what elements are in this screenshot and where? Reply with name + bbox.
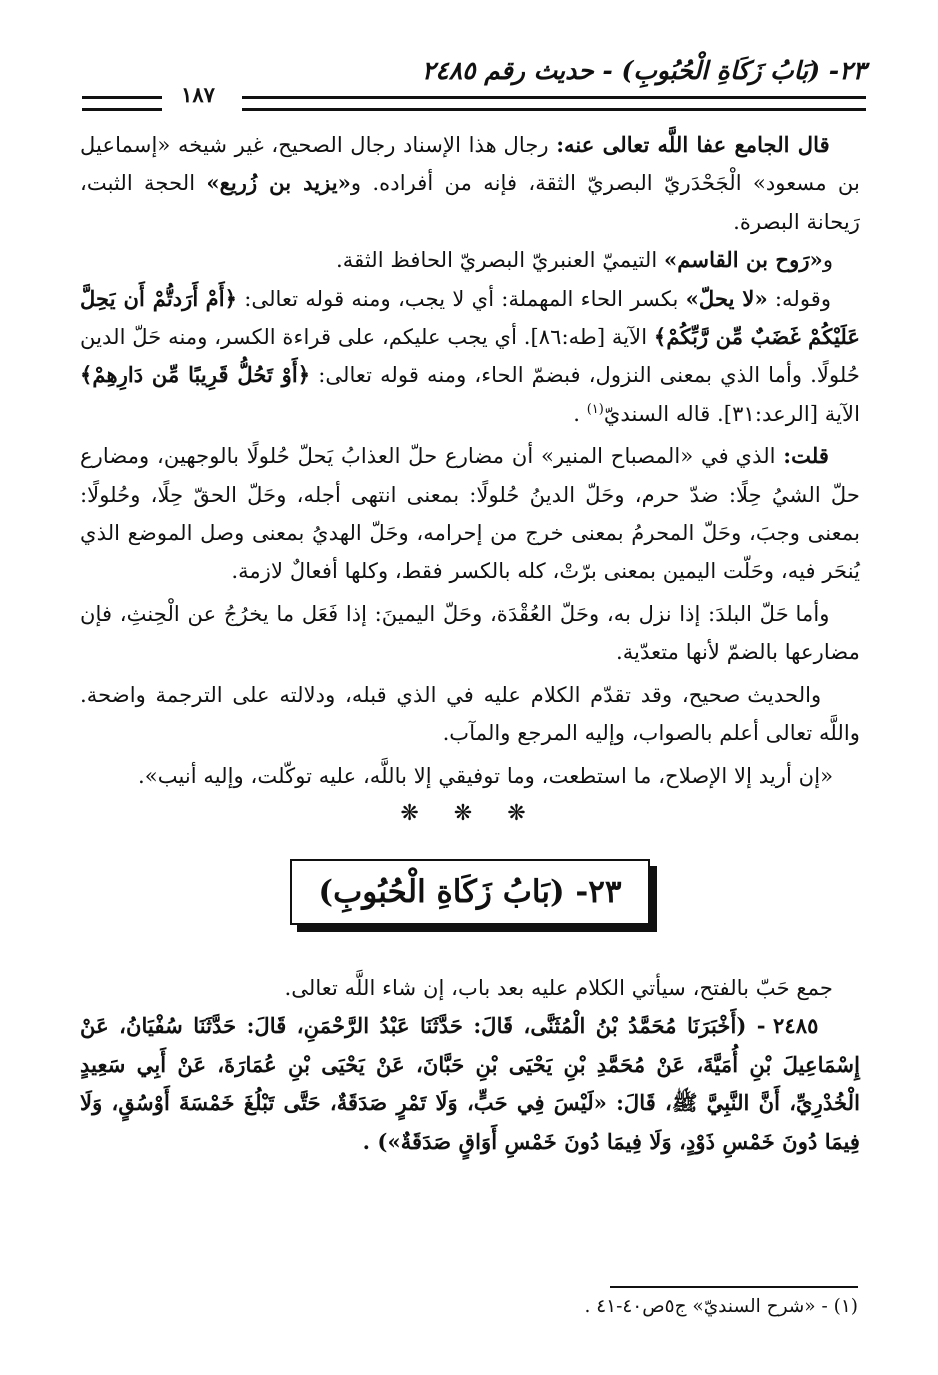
chapter-note-text: جمع حَبّ بالفتح، سيأتي الكلام عليه بعد باب، إن شاء اللَّه تعالى. bbox=[284, 974, 834, 1000]
footnote-rule bbox=[610, 1286, 858, 1288]
running-header bbox=[82, 56, 866, 108]
commentary-paragraph-6 bbox=[80, 676, 860, 753]
p7-text: «إن أريد إلا الإصلاح، ما استطعت، وما توفيقي إلا باللَّه، عليه توكّلت، وإليه أنيب». bbox=[138, 762, 834, 788]
running-header-title: ٢٣- (بَابُ زَكَاةِ الْحُبُوبِ) - حديث رقم ٢٤٨٥ bbox=[421, 56, 866, 85]
footnote: (١) - «شرح السنديّ» ج٥ص٤٠-٤١ . bbox=[584, 1296, 858, 1317]
p3-quoted-term: «لا يحلّ» bbox=[685, 285, 768, 311]
chapter-heading-box: ٢٣- (بَابُ زَكَاةِ الْحُبُوبِ) bbox=[290, 859, 650, 925]
hadith-text bbox=[80, 1007, 860, 1161]
p3-lead: وقوله: bbox=[774, 285, 832, 311]
p1-text: رجال هذا الإسناد رجال الصحيح، غير شيخه «إسماعيل بن مسعود» الْجَحْدَريّ البصريّ الثقة، فإنه من أفراده. bbox=[80, 132, 860, 196]
header-double-rule-left bbox=[82, 96, 162, 111]
commentary-paragraph-4 bbox=[80, 437, 860, 591]
commentary-paragraph-7 bbox=[80, 757, 860, 795]
p4-text: الذي في «المصباح المنير» أن مضارع حلّ العذابُ يَحلّ حُلولًا بالوجهين، ومضارع حلّ الشيُ حِلًا: ضدّ حرم، وحَلّ الدينُ حُلولًا: بمعنى انتهى أجله، وحَلّ الحقّ حِلًا، وحُلولًا: بمعنى وجبَ، وحَلّ المحرمُ بمعنى خرج من إحرامه، وحَلّ الهديُ بمعنى وصل الموضع الذي يُنحَر فيه، وحَلّت اليمين بمعنى برّتْ، كله بالكسر فقط، وكلها أفعالٌ لازمة. bbox=[80, 443, 860, 584]
commentary-paragraph-3 bbox=[80, 280, 860, 434]
p1-and: و bbox=[350, 170, 362, 196]
page-number: ١٨٧ bbox=[162, 82, 234, 107]
p1-tail: الحجة الثبت، رَيحانة البصرة. bbox=[80, 170, 860, 234]
footnote-reference[interactable]: (١) bbox=[586, 401, 604, 417]
p5-text: وأما حَلّ البلدَ: إذا نزل به، وحَلّ العُقْدَة، وحَلّ اليمينَ: إذا فَعَل ما يخرُجُ عن الْحِنثِ، فإن مضارعها بالضمّ لأنها متعدّية. bbox=[80, 600, 860, 665]
narrator-name-rawh: «رَوح بن القاسم» bbox=[664, 247, 823, 273]
section-separator-stars: ❋ ❋ ❋ bbox=[400, 800, 540, 826]
p3-end: . bbox=[573, 400, 580, 426]
p2-text: التيميّ العنبريّ البصريّ الحافظ الثقة. bbox=[336, 247, 658, 273]
p6-text: والحديث صحيح، وقد تقدّم الكلام عليه في الذي قبله، ودلالته على الترجمة واضحة. واللَّه تعالى أعلم بالصواب، وإليه المرجع والمآب. bbox=[80, 681, 860, 746]
narrator-name-yazid: «يزيد بن زُريع» bbox=[206, 170, 351, 196]
p3-text-1: بكسر الحاء المهملة: أي لا يجب، ومنه قوله تعالى: bbox=[244, 285, 679, 311]
p2-and: و bbox=[822, 247, 834, 273]
quran-verse-taha: ﴿أَمْ أَرَدتُّمْ أَن يَحِلَّ عَلَيْكُمْ غَضَبٌ مِّن رَّبِّكُمْ﴾ bbox=[80, 285, 860, 350]
author-note-lead: قلت: bbox=[783, 443, 830, 469]
p3-text-2: الآية [طه:٨٦]. أي يجب عليكم، على قراءة الكسر، ومنه حَلّ الدين حُلولًا. وأما الذي بمعنى النزول، فبضمّ الحاء، ومنه قوله تعالى: bbox=[80, 324, 860, 388]
p3-text-3: الآية [الرعد:٣١]. قاله السنديّ bbox=[603, 400, 860, 426]
page-body bbox=[80, 126, 860, 1161]
commentary-paragraph-1 bbox=[80, 126, 860, 241]
commentary-paragraph-5 bbox=[80, 595, 860, 672]
commentary-paragraph-2 bbox=[80, 241, 860, 279]
header-double-rule-right bbox=[242, 96, 866, 111]
quran-verse-raad: ﴿أَوْ تَحُلُّ قَرِيبًا مِّن دَارِهِمْ﴾ bbox=[80, 362, 311, 388]
chapter-heading-wrapper bbox=[80, 859, 860, 969]
hadith-body: ٢٤٨٥ - (أَخْبَرَنَا مُحَمَّدُ بْنُ الْمُثَنَّى، قَالَ: حَدَّثَنَا عَبْدُ الرَّحْمَنِ، قَالَ: حَدَّثَنَا سُفْيَانُ، عَنْ إِسْمَاعِيلَ بْنِ أُمَيَّةَ، عَنْ مُحَمَّدِ بْنِ يَحْيَى بْنِ حَبَّانَ، عَنْ يَحْيَى بْنِ عُمَارَةَ، عَنْ أَبِي سَعِيدٍ الْخُدْرِيِّ، أَنَّ النَّبِيَّ ﷺ، قَالَ: «لَيْسَ فِي حَبٍّ، وَلَا تَمْرٍ صَدَقَةٌ، حَتَّى تَبْلُغَ خَمْسَةَ أَوْسُقٍ، وَلَا فِيمَا دُونَ خَمْسِ ذَوْدٍ، وَلَا فِيمَا دُونَ خَمْسِ أَوَاقٍ صَدَقَةٌ») . bbox=[80, 1013, 860, 1154]
compiler-lead: قال الجامع عفا اللَّه تعالى عنه: bbox=[556, 132, 830, 157]
chapter-note bbox=[80, 969, 860, 1007]
